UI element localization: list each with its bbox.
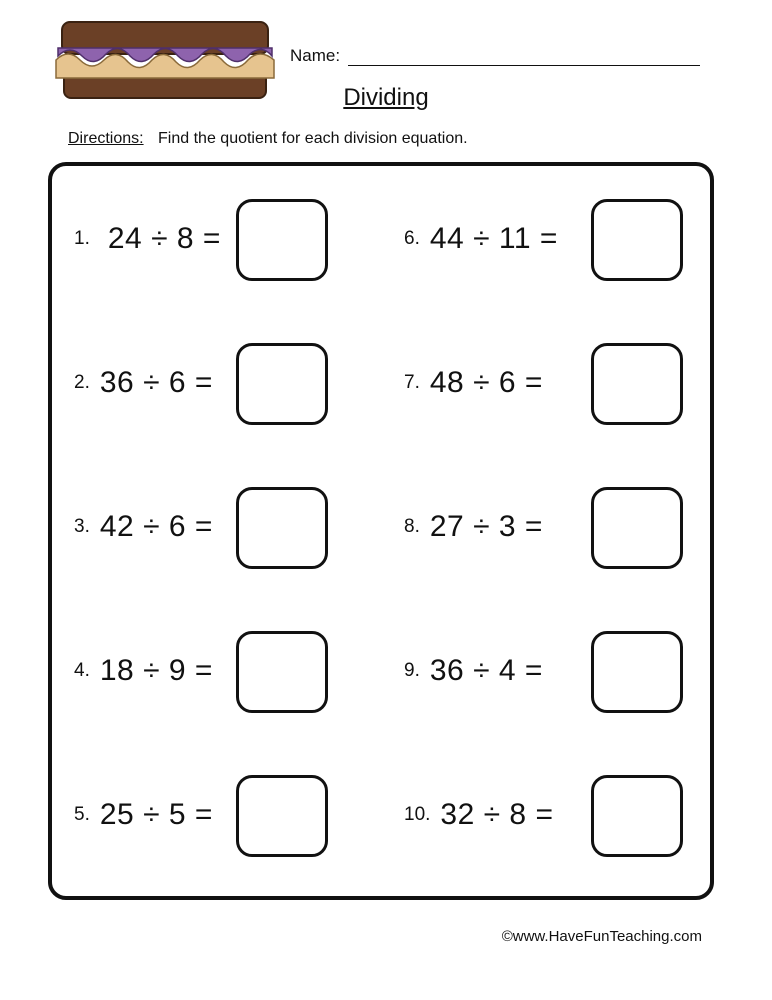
problem-equation: 36 ÷ 6 =: [99, 366, 213, 399]
problem-3: [74, 510, 213, 544]
problem-9: [404, 654, 543, 688]
answer-box-10[interactable]: [591, 775, 683, 857]
problem-number: 8.: [404, 516, 420, 537]
problem-equation: 27 ÷ 3 =: [429, 510, 543, 543]
problem-10: [404, 798, 553, 832]
answer-box-2[interactable]: [236, 343, 328, 425]
problem-4: [74, 654, 213, 688]
answer-box-8[interactable]: [591, 487, 683, 569]
directions: [68, 130, 468, 148]
problem-7: [404, 366, 543, 400]
problem-equation: 48 ÷ 6 =: [429, 366, 543, 399]
answer-box-6[interactable]: [591, 199, 683, 281]
name-field[interactable]: [290, 46, 700, 66]
problem-equation: 32 ÷ 8 =: [440, 798, 554, 831]
problem-number: 1.: [74, 228, 90, 249]
worksheet-title: [0, 84, 772, 112]
answer-box-9[interactable]: [591, 631, 683, 713]
problem-equation: 24 ÷ 8 =: [107, 222, 221, 255]
answer-box-7[interactable]: [591, 343, 683, 425]
directions-text: Find the quotient for each division equation.: [158, 130, 468, 147]
answer-box-1[interactable]: [236, 199, 328, 281]
problem-equation: 18 ÷ 9 =: [99, 654, 213, 687]
problem-number: 9.: [404, 660, 420, 681]
problem-number: 7.: [404, 372, 420, 393]
directions-label: Directions:: [68, 130, 144, 147]
problem-number: 10.: [404, 804, 431, 825]
answer-box-3[interactable]: [236, 487, 328, 569]
problem-number: 6.: [404, 228, 420, 249]
problem-equation: 42 ÷ 6 =: [99, 510, 213, 543]
answer-box-5[interactable]: [236, 775, 328, 857]
title-text: Dividing: [343, 84, 429, 111]
problem-8: [404, 510, 543, 544]
name-label: Name:: [290, 46, 341, 65]
problem-equation: 25 ÷ 5 =: [99, 798, 213, 831]
answer-box-4[interactable]: [236, 631, 328, 713]
problem-equation: 44 ÷ 11 =: [429, 222, 558, 255]
problem-1: [74, 222, 221, 256]
copyright-footer: ©www.HaveFunTeaching.com: [501, 928, 702, 945]
problem-number: 2.: [74, 372, 90, 393]
problem-6: [404, 222, 558, 256]
problem-number: 3.: [74, 516, 90, 537]
problem-5: [74, 798, 213, 832]
problem-number: 5.: [74, 804, 90, 825]
problem-number: 4.: [74, 660, 90, 681]
problem-equation: 36 ÷ 4 =: [429, 654, 543, 687]
problem-2: [74, 366, 213, 400]
name-line[interactable]: [348, 49, 700, 66]
